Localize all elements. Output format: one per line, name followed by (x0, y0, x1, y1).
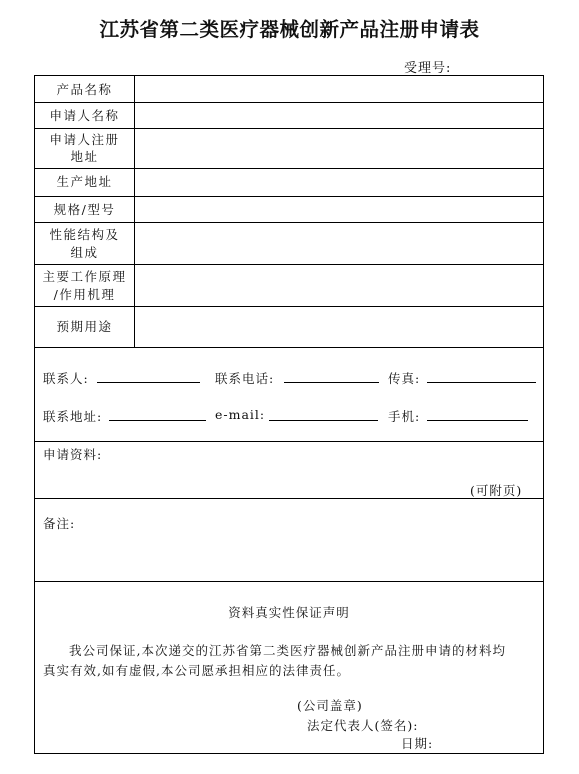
section-divider (35, 581, 543, 582)
application-form-table (34, 75, 544, 754)
application-materials-label: 申请资料: (43, 447, 103, 462)
date-label: 日期: (401, 736, 434, 751)
applicant-name-field[interactable] (135, 103, 543, 128)
contact-person-label: 联系人: (43, 371, 89, 386)
performance-structure-field[interactable] (135, 223, 543, 264)
performance-structure-label-line1: 性能结构及 (49, 227, 120, 242)
remarks-label: 备注: (43, 516, 76, 531)
contact-address-input[interactable] (109, 420, 206, 421)
spec-model-field[interactable] (135, 197, 543, 222)
statement-text-line1: 我公司保证,本次递交的江苏省第二类医疗器械创新产品注册申请的材料均 (69, 643, 506, 658)
phone-input[interactable] (284, 382, 379, 383)
working-principle-field[interactable] (135, 265, 543, 306)
applicant-address-label-line2: 地址 (70, 149, 99, 164)
production-address-label: 生产地址 (56, 174, 113, 189)
performance-structure-label-line2: 组成 (70, 245, 99, 260)
product-name-label: 产品名称 (56, 82, 113, 97)
section-divider (35, 347, 543, 348)
fax-input[interactable] (427, 382, 536, 383)
legal-representative-signature-label: 法定代表人(签名): (307, 718, 419, 733)
company-seal-label: (公司盖章) (297, 698, 363, 713)
applicant-address-field[interactable] (135, 129, 543, 168)
mobile-label: 手机: (388, 409, 421, 424)
intended-use-field[interactable] (135, 307, 543, 347)
spec-model-label: 规格/型号 (53, 202, 116, 217)
production-address-field[interactable] (135, 169, 543, 196)
statement-heading: 资料真实性保证声明 (228, 605, 350, 620)
applicant-address-label-line1: 申请人注册 (49, 132, 120, 147)
contact-address-label: 联系地址: (43, 409, 103, 424)
working-principle-label-line2: /作用机理 (53, 287, 116, 302)
email-label: e-mail: (215, 407, 266, 422)
fax-label: 传真: (388, 371, 421, 386)
applicant-name-label: 申请人名称 (49, 108, 120, 123)
email-input[interactable] (269, 420, 378, 421)
product-name-field[interactable] (135, 76, 543, 102)
receipt-number-label: 受理号: (404, 61, 452, 76)
form-title: 江苏省第二类医疗器械创新产品注册申请表 (99, 18, 480, 41)
mobile-input[interactable] (427, 420, 528, 421)
statement-text-line2: 真实有效,如有虚假,本公司愿承担相应的法律责任。 (43, 663, 350, 678)
application-materials-field[interactable] (35, 442, 543, 498)
intended-use-label: 预期用途 (56, 319, 113, 334)
attach-pages-note: (可附页) (470, 483, 523, 498)
phone-label: 联系电话: (215, 371, 275, 386)
contact-person-input[interactable] (97, 382, 200, 383)
working-principle-label-line1: 主要工作原理 (42, 269, 127, 284)
remarks-field[interactable] (35, 499, 543, 581)
